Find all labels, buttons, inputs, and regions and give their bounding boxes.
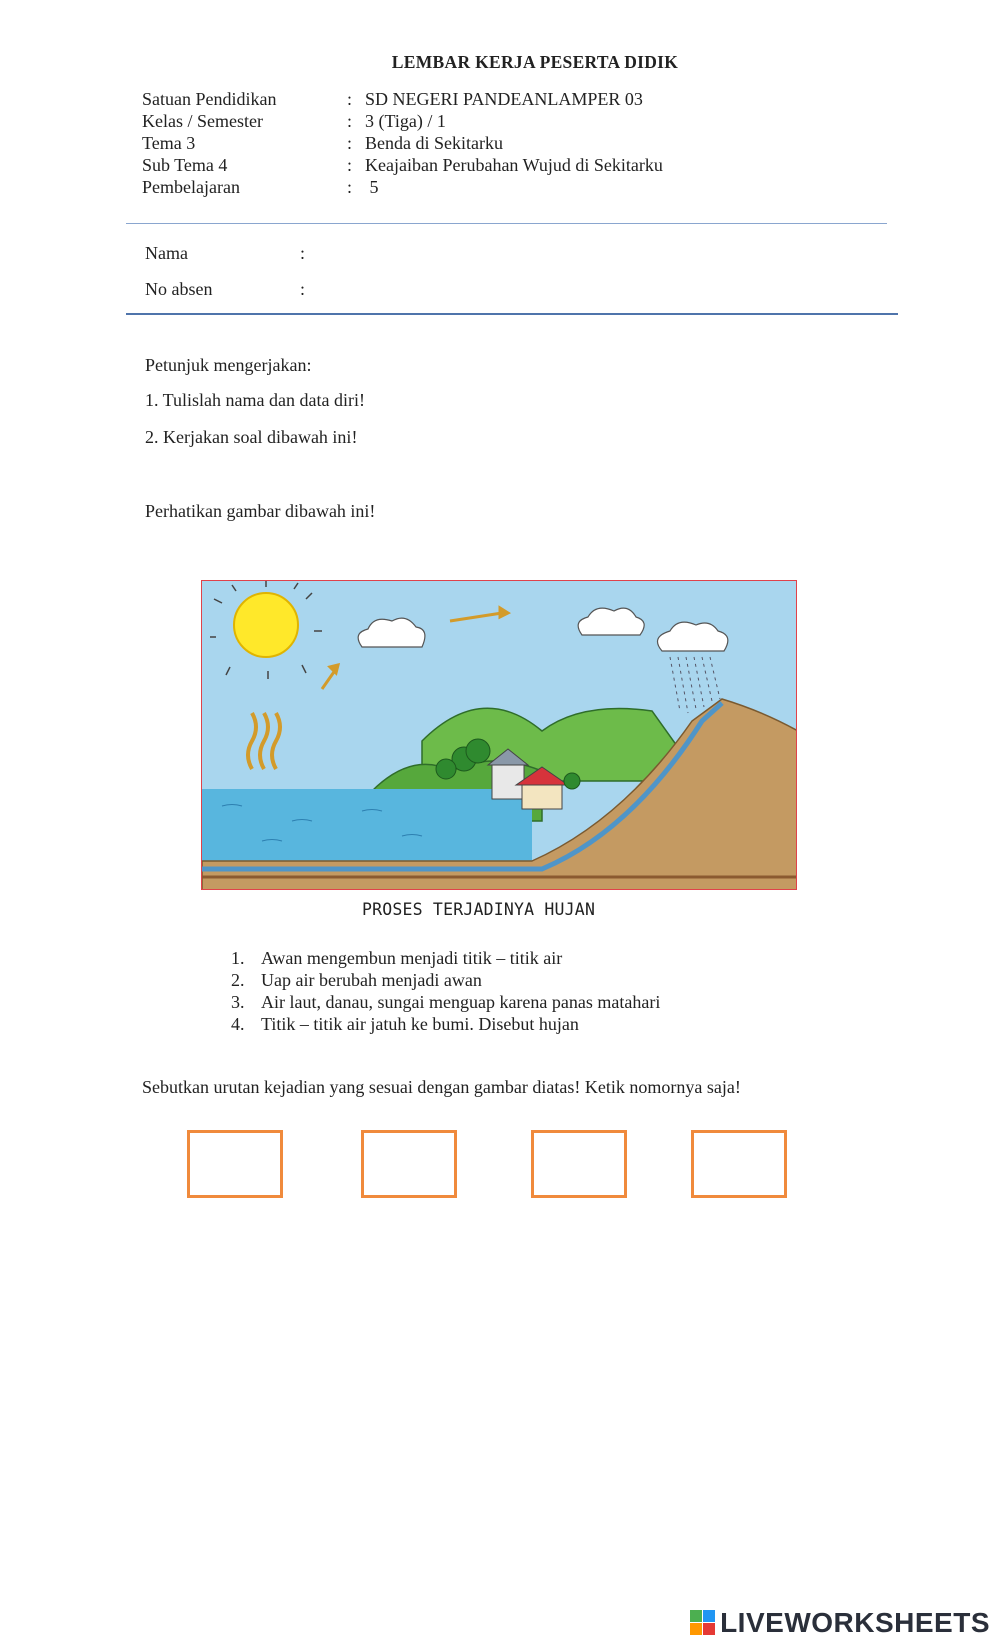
info-value-class: 3 (Tiga) / 1 bbox=[365, 111, 446, 131]
image-caption: PROSES TERJADINYA HUJAN bbox=[362, 900, 596, 919]
divider bbox=[126, 313, 898, 315]
step-text: Titik – titik air jatuh ke bumi. Disebut hujan bbox=[261, 1014, 579, 1034]
info-value-lesson: 5 bbox=[365, 177, 379, 197]
answer-box-2 bbox=[361, 1130, 457, 1198]
logo-text: LIVEWORKSHEETS bbox=[720, 1607, 990, 1638]
instruction-item: 2. Kerjakan soal dibawah ini! bbox=[145, 427, 358, 447]
name-label: Nama bbox=[145, 243, 188, 263]
info-label-theme: Tema 3 bbox=[142, 133, 196, 153]
info-colon: : bbox=[347, 89, 353, 109]
step-text: Uap air berubah menjadi awan bbox=[261, 970, 482, 990]
info-label-school: Satuan Pendidikan bbox=[142, 89, 277, 109]
worksheet-title: LEMBAR KERJA PESERTA DIDIK bbox=[391, 52, 679, 72]
water-cycle-drawing bbox=[202, 581, 797, 890]
absen-input[interactable] bbox=[318, 276, 882, 302]
info-colon: : bbox=[347, 111, 353, 131]
answer-input-4[interactable] bbox=[694, 1133, 788, 1197]
step-number: 2. bbox=[231, 970, 245, 990]
info-label-class: Kelas / Semester bbox=[142, 111, 263, 131]
answer-box-1 bbox=[187, 1130, 283, 1198]
name-colon: : bbox=[300, 243, 306, 263]
answer-input-3[interactable] bbox=[534, 1133, 628, 1197]
instructions-heading: Petunjuk mengerjakan: bbox=[145, 355, 312, 375]
step-number: 3. bbox=[231, 992, 245, 1012]
info-colon: : bbox=[347, 155, 353, 175]
step-number: 1. bbox=[231, 948, 245, 968]
info-value-theme: Benda di Sekitarku bbox=[365, 133, 503, 153]
prompt-text: Perhatikan gambar dibawah ini! bbox=[145, 501, 376, 521]
answer-input-1[interactable] bbox=[190, 1133, 284, 1197]
name-input[interactable] bbox=[318, 240, 882, 266]
answer-box-3 bbox=[531, 1130, 627, 1198]
instruction-item: 1. Tulislah nama dan data diri! bbox=[145, 390, 365, 410]
absen-colon: : bbox=[300, 279, 306, 299]
answer-box-4 bbox=[691, 1130, 787, 1198]
info-colon: : bbox=[347, 177, 353, 197]
absen-label: No absen bbox=[145, 279, 213, 299]
question-text: Sebutkan urutan kejadian yang sesuai dengan gambar diatas! Ketik nomornya saja! bbox=[142, 1077, 741, 1097]
info-value-school: SD NEGERI PANDEANLAMPER 03 bbox=[365, 89, 643, 109]
water-cycle-illustration bbox=[201, 580, 797, 890]
step-text: Awan mengembun menjadi titik – titik air bbox=[261, 948, 563, 968]
step-number: 4. bbox=[231, 1014, 245, 1034]
liveworksheets-logo bbox=[690, 1603, 990, 1643]
info-label-lesson: Pembelajaran bbox=[142, 177, 240, 197]
liveworksheets-logo-icon bbox=[690, 1610, 716, 1636]
info-label-subtheme: Sub Tema 4 bbox=[142, 155, 228, 175]
step-text: Air laut, danau, sungai menguap karena panas matahari bbox=[261, 992, 661, 1012]
info-colon: : bbox=[347, 133, 353, 153]
answer-input-2[interactable] bbox=[364, 1133, 458, 1197]
divider bbox=[126, 223, 887, 224]
info-value-subtheme: Keajaiban Perubahan Wujud di Sekitarku bbox=[365, 155, 663, 175]
